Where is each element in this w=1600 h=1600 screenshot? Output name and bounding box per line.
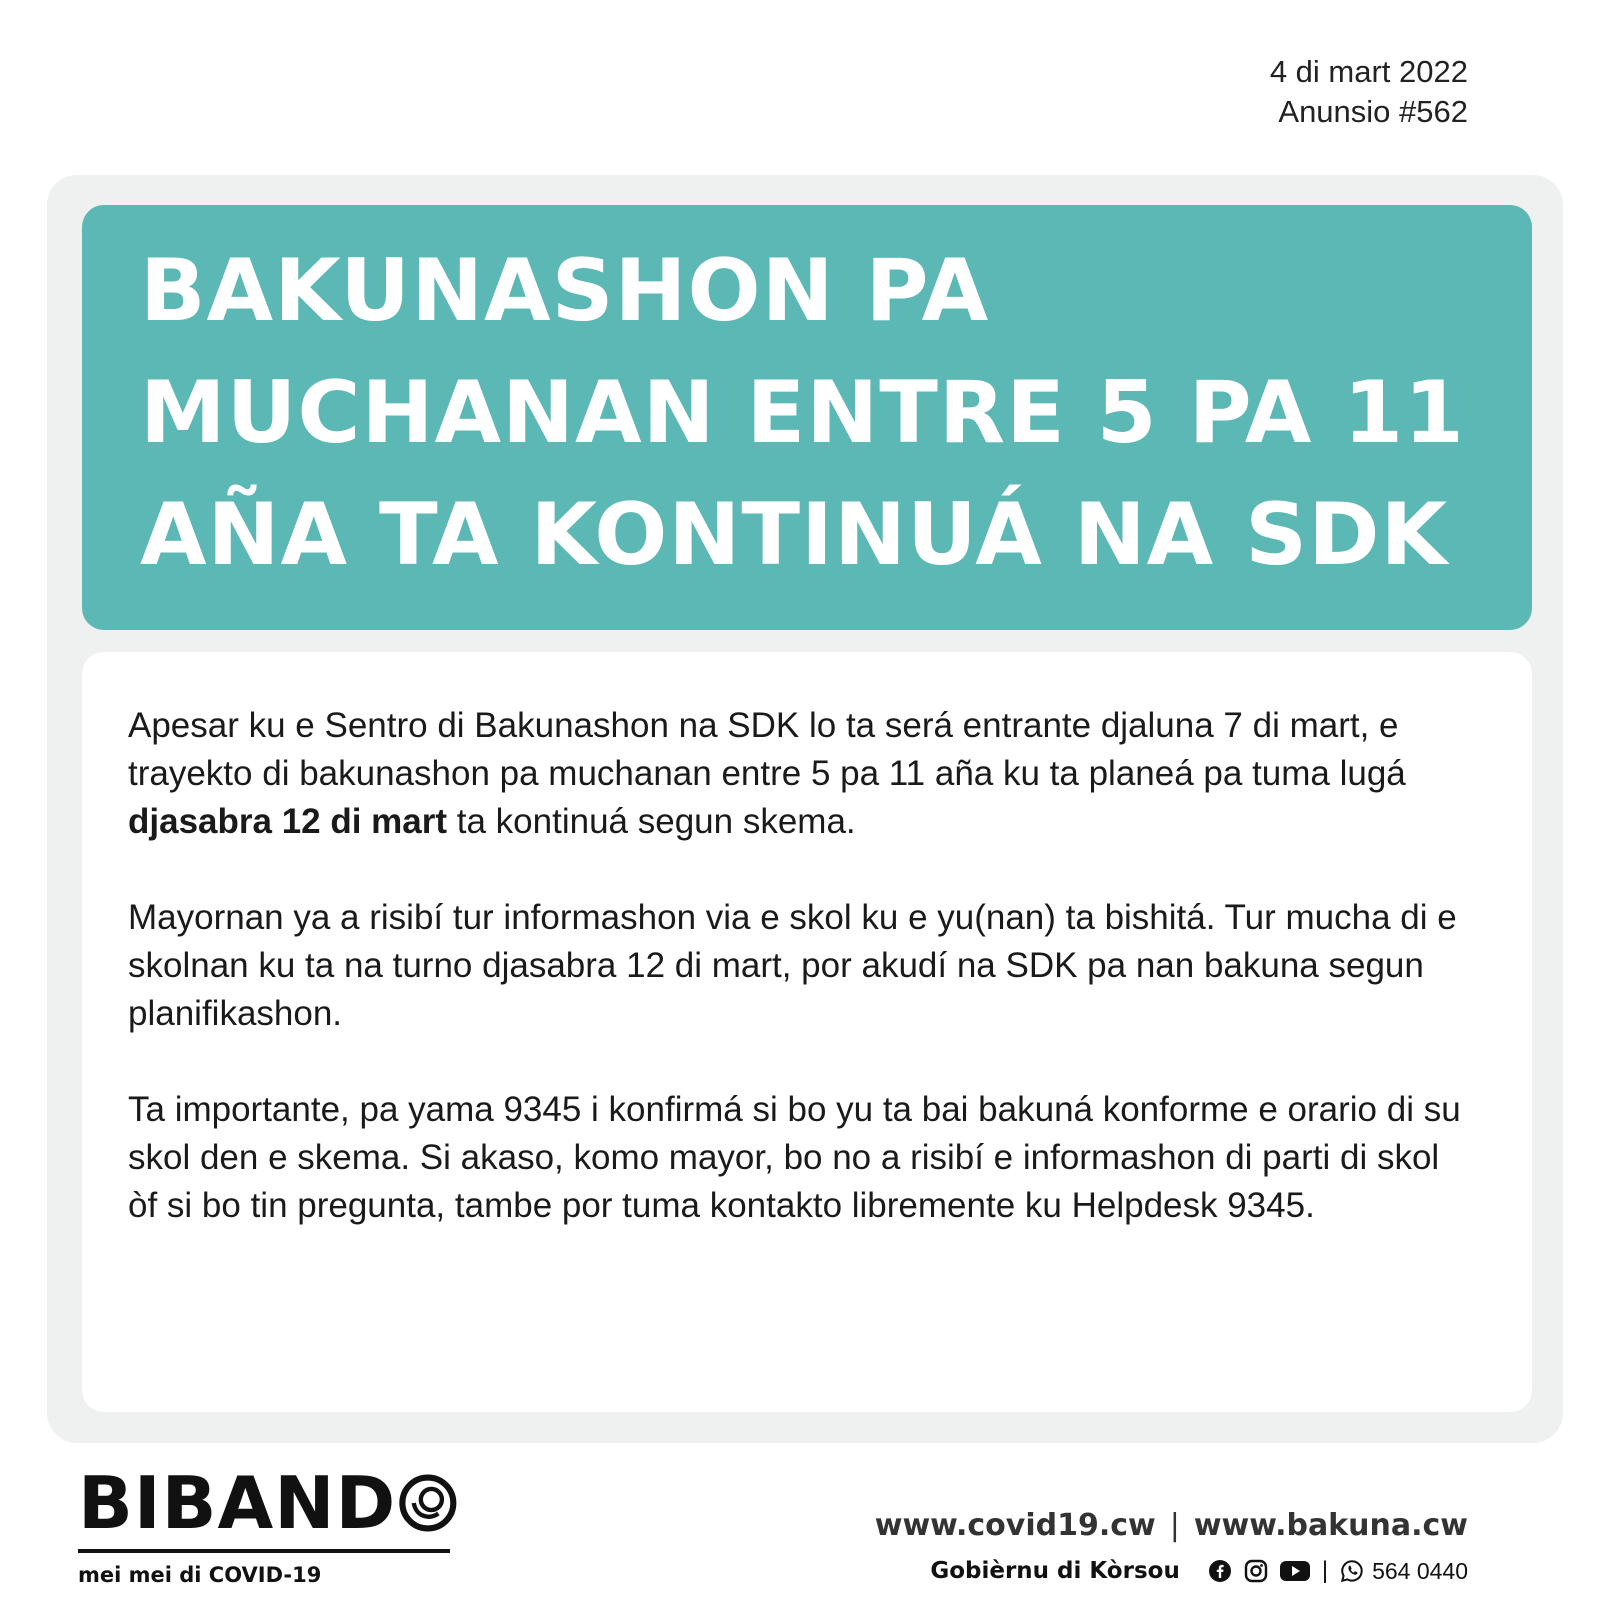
- footer-separator: |: [1169, 1508, 1180, 1543]
- headline-banner: [82, 205, 1532, 630]
- logo-tagline: mei mei di COVID-19: [78, 1563, 322, 1587]
- announcement-date: 4 di mart 2022: [1269, 54, 1468, 89]
- whatsapp-icon: [1340, 1559, 1364, 1583]
- youtube-icon[interactable]: [1280, 1560, 1310, 1582]
- announcement-meta: [1270, 52, 1468, 132]
- whatsapp-number: 564 0440: [1372, 1557, 1468, 1584]
- website-link-covid19[interactable]: www.covid19.cw: [874, 1508, 1156, 1543]
- government-name: Gobièrnu di Kòrsou: [930, 1558, 1180, 1584]
- footer-government-row: [875, 1557, 1468, 1585]
- announcement-number: Anunsio #562: [1278, 94, 1468, 129]
- footer-separator: |: [1321, 1557, 1329, 1584]
- body-text: Apesar ku e Sentro di Bakunashon na SDK lo ta será entrante djaluna 7 di mart, e trayekto di bakunashon pa muchanan entre 5 pa 11 aña ku ta planeá pa tuma lugá: [128, 706, 1406, 793]
- body-paragraph-2: Mayornan ya a risibí tur informashon via e skol ku e yu(nan) ta bishitá. Tur mucha di e skolnan ku ta na turno djasabra 12 di mart, por akudí na SDK pa nan bakuna segun planifikashon.: [128, 898, 1457, 1033]
- headline-line: AÑA TA KONTINUÁ NA SDK: [140, 485, 1449, 585]
- footer-websites: [875, 1508, 1468, 1543]
- logo-wordmark-text: BIBAND: [78, 1461, 397, 1545]
- body-paragraph-3: Ta importante, pa yama 9345 i konfirmá si bo yu ta bai bakuná konforme e orario di su skol den e skema. Si akaso, komo mayor, bo no a risibí e informashon di parti di skol òf si bo tin pregunta, tambe por tuma kontakto libremente ku Helpdesk 9345.: [128, 1090, 1461, 1225]
- body-panel: [82, 652, 1532, 1412]
- instagram-icon[interactable]: [1244, 1559, 1268, 1583]
- body-text: ta kontinuá segun skema.: [447, 802, 856, 841]
- logo-wordmark: [78, 1461, 458, 1545]
- website-link-bakuna[interactable]: www.bakuna.cw: [1193, 1508, 1468, 1543]
- logo-divider: [78, 1549, 450, 1553]
- footer: [875, 1508, 1468, 1585]
- headline-line: BAKUNASHON PA: [140, 241, 990, 341]
- body-paragraph-1: [128, 702, 1472, 846]
- logo-o-mark-icon: [398, 1469, 458, 1537]
- whatsapp-contact[interactable]: [1340, 1558, 1468, 1585]
- bibando-logo: [78, 1461, 458, 1587]
- facebook-icon[interactable]: [1208, 1559, 1232, 1583]
- body-highlight-date: djasabra 12 di mart: [128, 802, 448, 841]
- headline-line: MUCHANAN ENTRE 5 PA 11: [140, 363, 1465, 463]
- headline: [140, 230, 1492, 596]
- social-icons: [1208, 1559, 1310, 1583]
